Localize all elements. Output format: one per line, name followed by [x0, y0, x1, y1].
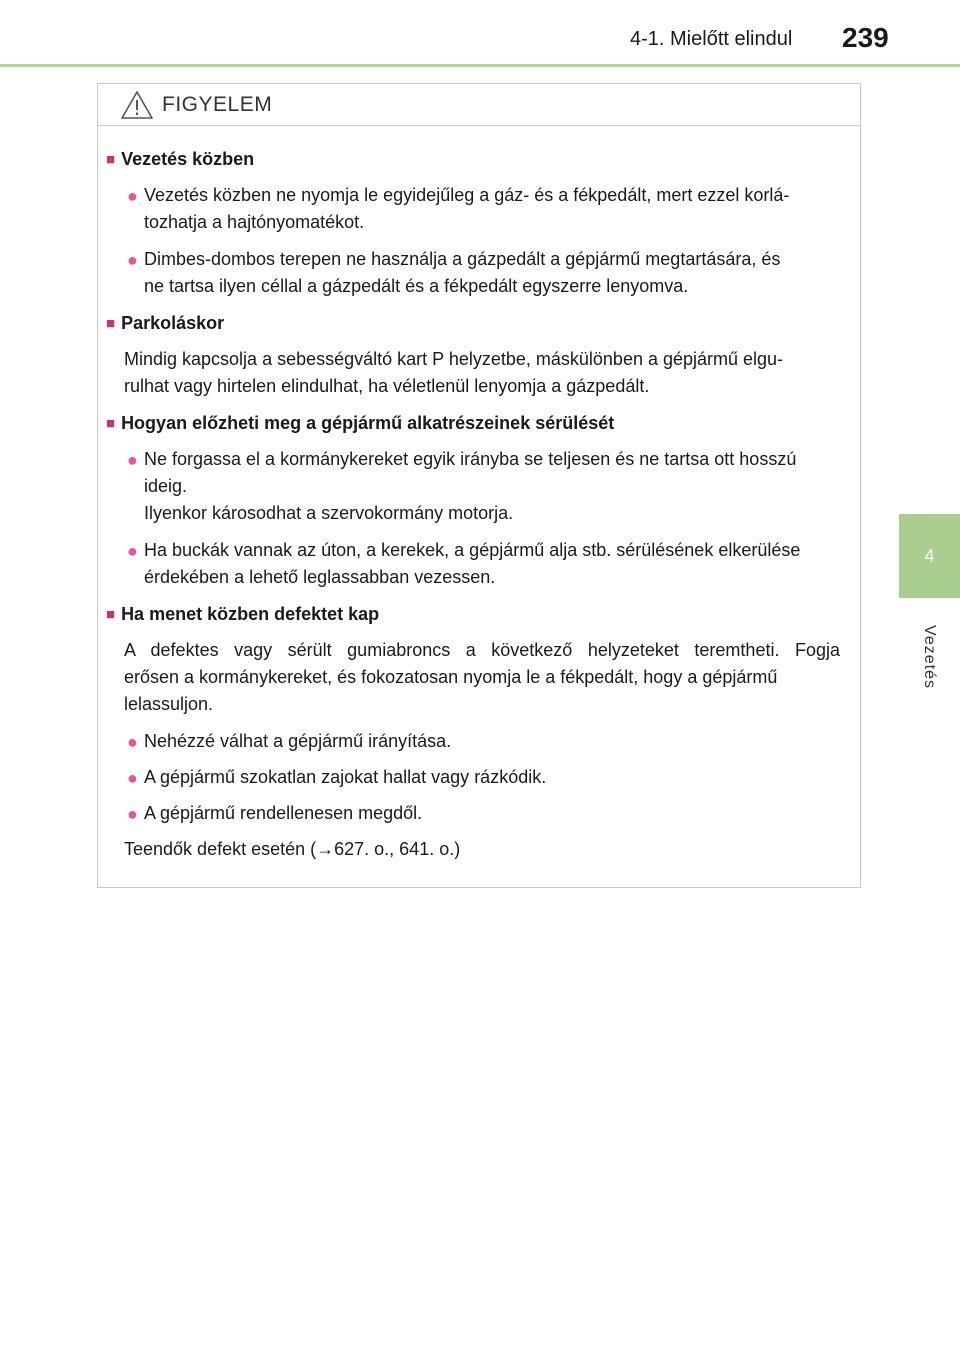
section-heading — [106, 601, 852, 629]
warning-header — [98, 84, 860, 126]
square-bullet-icon: ■ — [106, 415, 116, 432]
square-bullet-icon: ■ — [106, 151, 116, 168]
section-heading-text: Ha menet közben defektet kap — [121, 604, 380, 624]
list-item — [106, 182, 852, 236]
header-rule — [0, 64, 960, 67]
page-number: 239 — [842, 22, 889, 53]
warning-triangle-icon — [120, 90, 154, 120]
header-section-title: 4-1. Mielőtt elindul — [630, 28, 793, 50]
paragraph-line: erősen a kormánykereket, és fokozatosan nyomja le a fékpedált, hogy a gépjármű — [124, 667, 778, 687]
round-bullet-icon: ● — [127, 250, 138, 270]
list-item-line: Ilyenkor károsodhat a szervokormány motorja. — [144, 503, 514, 523]
section-heading-text: Vezetés közben — [121, 149, 255, 169]
list-item — [106, 446, 852, 527]
page-reference[interactable]: Teendők defekt esetén (→627. o., 641. o.) — [124, 839, 461, 859]
chapter-tab[interactable] — [899, 514, 960, 598]
round-bullet-icon: ● — [127, 186, 138, 206]
list-item-line: A gépjármű szokatlan zajokat hallat vagy rázkódik. — [144, 767, 547, 787]
list-item-line: A gépjármű rendellenesen megdől. — [144, 803, 423, 823]
paragraph-line: Mindig kapcsolja a sebességváltó kart P helyzetbe, máskülönben a gépjármű elgu- — [124, 349, 784, 369]
section-heading-text: Hogyan előzheti meg a gépjármű alkatrészeinek sérülését — [121, 413, 615, 433]
square-bullet-icon: ■ — [106, 606, 116, 623]
warning-body — [98, 126, 860, 863]
list-item-line: Ha buckák vannak az úton, a kerekek, a gépjármű alja stb. sérülésének elkerülése — [144, 540, 801, 560]
list-item-line: tozhatja a hajtónyomatékot. — [144, 212, 365, 232]
paragraph-line: lelassuljon. — [124, 694, 214, 714]
list-item-line: Vezetés közben ne nyomja le egyidejűleg a gáz- és a fékpedált, mert ezzel korlá- — [144, 185, 790, 205]
section-heading — [106, 410, 852, 438]
paragraph — [106, 346, 852, 400]
list-item-line: érdekében a lehető leglassabban vezessen. — [144, 567, 496, 587]
round-bullet-icon: ● — [127, 732, 138, 752]
section-heading — [106, 310, 852, 338]
list-item — [106, 246, 852, 300]
list-item — [106, 764, 852, 791]
paragraph-line: rulhat vagy hirtelen elindulhat, ha véletlenül lenyomja a gázpedált. — [124, 376, 650, 396]
square-bullet-icon: ■ — [106, 315, 116, 332]
paragraph — [106, 637, 852, 718]
list-item-line: Ne forgassa el a kormánykereket egyik irányba se teljesen és ne tartsa ott hosszú — [144, 449, 797, 469]
paragraph-line: A defektes vagy sérült gumiabroncs a következő helyzeteket teremtheti. Fogja — [124, 640, 840, 660]
warning-title: FIGYELEM — [162, 92, 273, 116]
list-item-line: Dimbes-dombos terepen ne használja a gázpedált a gépjármű megtartására, és — [144, 249, 781, 269]
warning-box — [97, 83, 861, 888]
list-item-line: ideig. — [144, 476, 188, 496]
list-item — [106, 728, 852, 755]
section-heading — [106, 146, 852, 174]
round-bullet-icon: ● — [127, 768, 138, 788]
list-item — [106, 537, 852, 591]
list-item-line: Nehézzé válhat a gépjármű irányítása. — [144, 731, 452, 751]
round-bullet-icon: ● — [127, 450, 138, 470]
chapter-tab-number: 4 — [924, 545, 935, 566]
list-item — [106, 800, 852, 827]
round-bullet-icon: ● — [127, 541, 138, 561]
section-heading-text: Parkoláskor — [121, 313, 225, 333]
list-item-line: ne tartsa ilyen céllal a gázpedált és a fékpedált egyszerre lenyomva. — [144, 276, 689, 296]
chapter-tab-label: Vezetés — [921, 625, 938, 689]
round-bullet-icon: ● — [127, 804, 138, 824]
